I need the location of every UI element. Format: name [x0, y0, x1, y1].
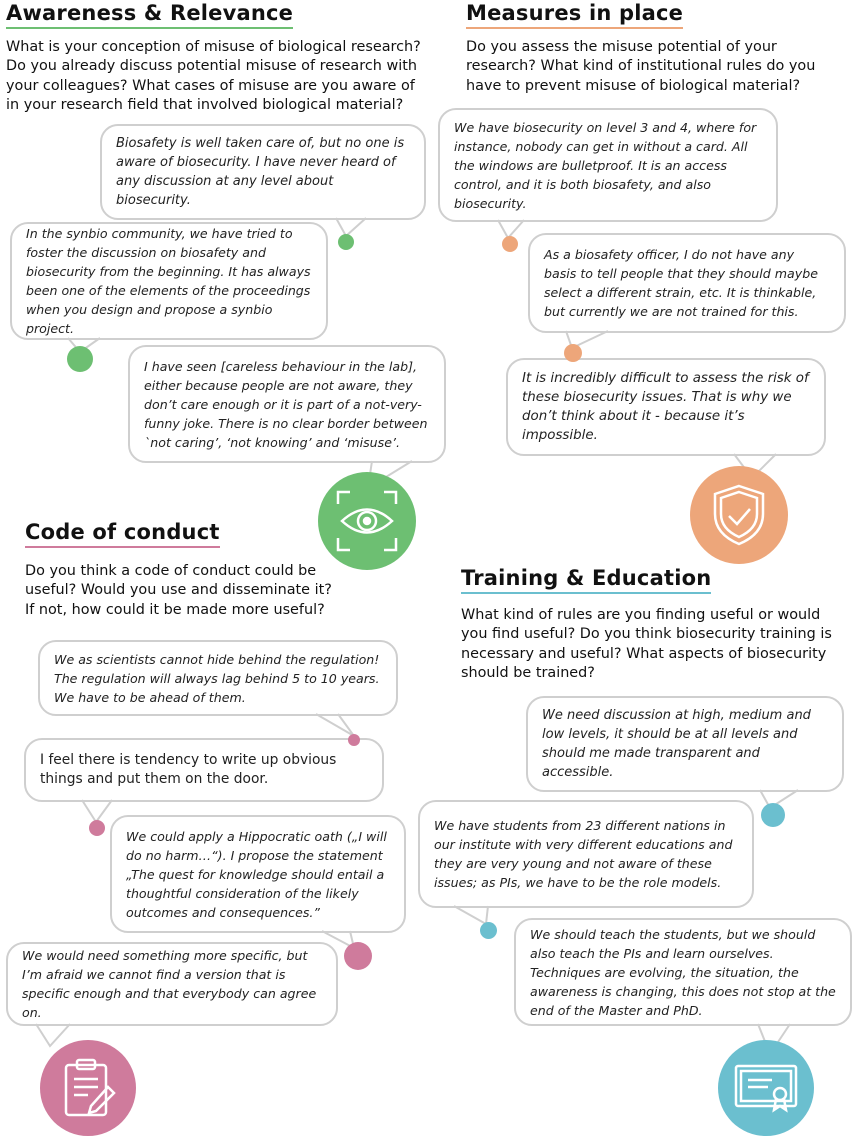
measures-quote-1: We have biosecurity on level 3 and 4, where for instance, nobody can get in without a card. All the windows are bulletproof. It is an access control, and it is both biosafety, and also biosecurity.	[438, 108, 778, 222]
clipboard-pen-icon	[40, 1040, 136, 1136]
code-title: Code of conduct	[25, 521, 220, 548]
code-question: Do you think a code of conduct could be useful? Would you use and disseminate it? If not, how could it be made more useful?	[25, 563, 332, 618]
training-quote-3: We should teach the students, but we should also teach the PIs and learn ourselves. Techniques are evolving, the situation, the awareness is changing, this does not stop at the end of the Master and PhD.	[514, 918, 852, 1026]
training-dot-1	[761, 803, 785, 827]
training-question: What kind of rules are you finding useful or would you find useful? Do you think biosecurity training is necessary and useful? What aspects of biosecurity should be trained?	[461, 607, 832, 682]
awareness-question: What is your conception of misuse of biological research? Do you already discuss potential misuse of research with your colleagues? What cases of misuse are you aware of in your research field that involved biological material?	[6, 39, 421, 114]
awareness-title: Awareness & Relevance	[6, 2, 293, 29]
awareness-quote-3: I have seen [careless behaviour in the lab], either because people are not aware, they don’t care enough or it is part of a not-very-funny joke. There is no clear border between `not caring’, ‘not knowing’ and ‘misuse’.	[128, 345, 446, 463]
code-quote-3: We could apply a Hippocratic oath („I will do no harm…“). I propose the statement „The quest for knowledge should entail a thoughtful consideration of the likely outcomes and consequences.”	[110, 815, 406, 933]
measures-question: Do you assess the misuse potential of your research? What kind of institutional rules do you have to prevent misuse of biological material?	[466, 39, 816, 94]
code-quote-2: I feel there is tendency to write up obvious things and put them on the door.	[24, 738, 384, 802]
awareness-quote-1: Biosafety is well taken care of, but no one is aware of biosecurity. I have never heard of any discussion at any level about biosecurity.	[100, 124, 426, 220]
code-dot-1	[348, 734, 360, 746]
awareness-dot-1	[338, 234, 354, 250]
measures-quote-3: It is incredibly difficult to assess the risk of these biosecurity issues. That is why we don’t think about it - because it’s impossible.	[506, 358, 826, 456]
code-dot-3	[344, 942, 372, 970]
training-quote-1: We need discussion at high, medium and low levels, it should be at all levels and should me made transparent and accessible.	[526, 696, 844, 792]
training-title: Training & Education	[461, 567, 711, 594]
awareness-dot-2	[67, 346, 93, 372]
certificate-icon	[718, 1040, 814, 1136]
code-quote-4: We would need something more specific, but I’m afraid we cannot find a version that is specific enough and that everybody can agree on.	[6, 942, 338, 1026]
code-quote-1: We as scientists cannot hide behind the regulation! The regulation will always lag behind 5 to 10 years. We have to be ahead of them.	[38, 640, 398, 716]
code-dot-2	[89, 820, 105, 836]
training-dot-2	[480, 922, 497, 939]
measures-dot-1	[502, 236, 518, 252]
measures-dot-2	[564, 344, 582, 362]
measures-quote-2: As a biosafety officer, I do not have any basis to tell people that they should maybe select a different strain, etc. It is thinkable, but currently we are not trained for this.	[528, 233, 846, 333]
awareness-quote-2: In the synbio community, we have tried to foster the discussion on biosafety and biosecurity from the beginning. It has always been one of the elements of the proceedings when you design and propose a synbio project.	[10, 222, 328, 340]
training-quote-2: We have students from 23 different nations in our institute with very different educations and they are very young and not aware of these issues; as PIs, we have to be the role models.	[418, 800, 754, 908]
measures-title: Measures in place	[466, 2, 683, 29]
shield-check-icon	[690, 466, 788, 564]
eye-scan-icon	[318, 472, 416, 570]
